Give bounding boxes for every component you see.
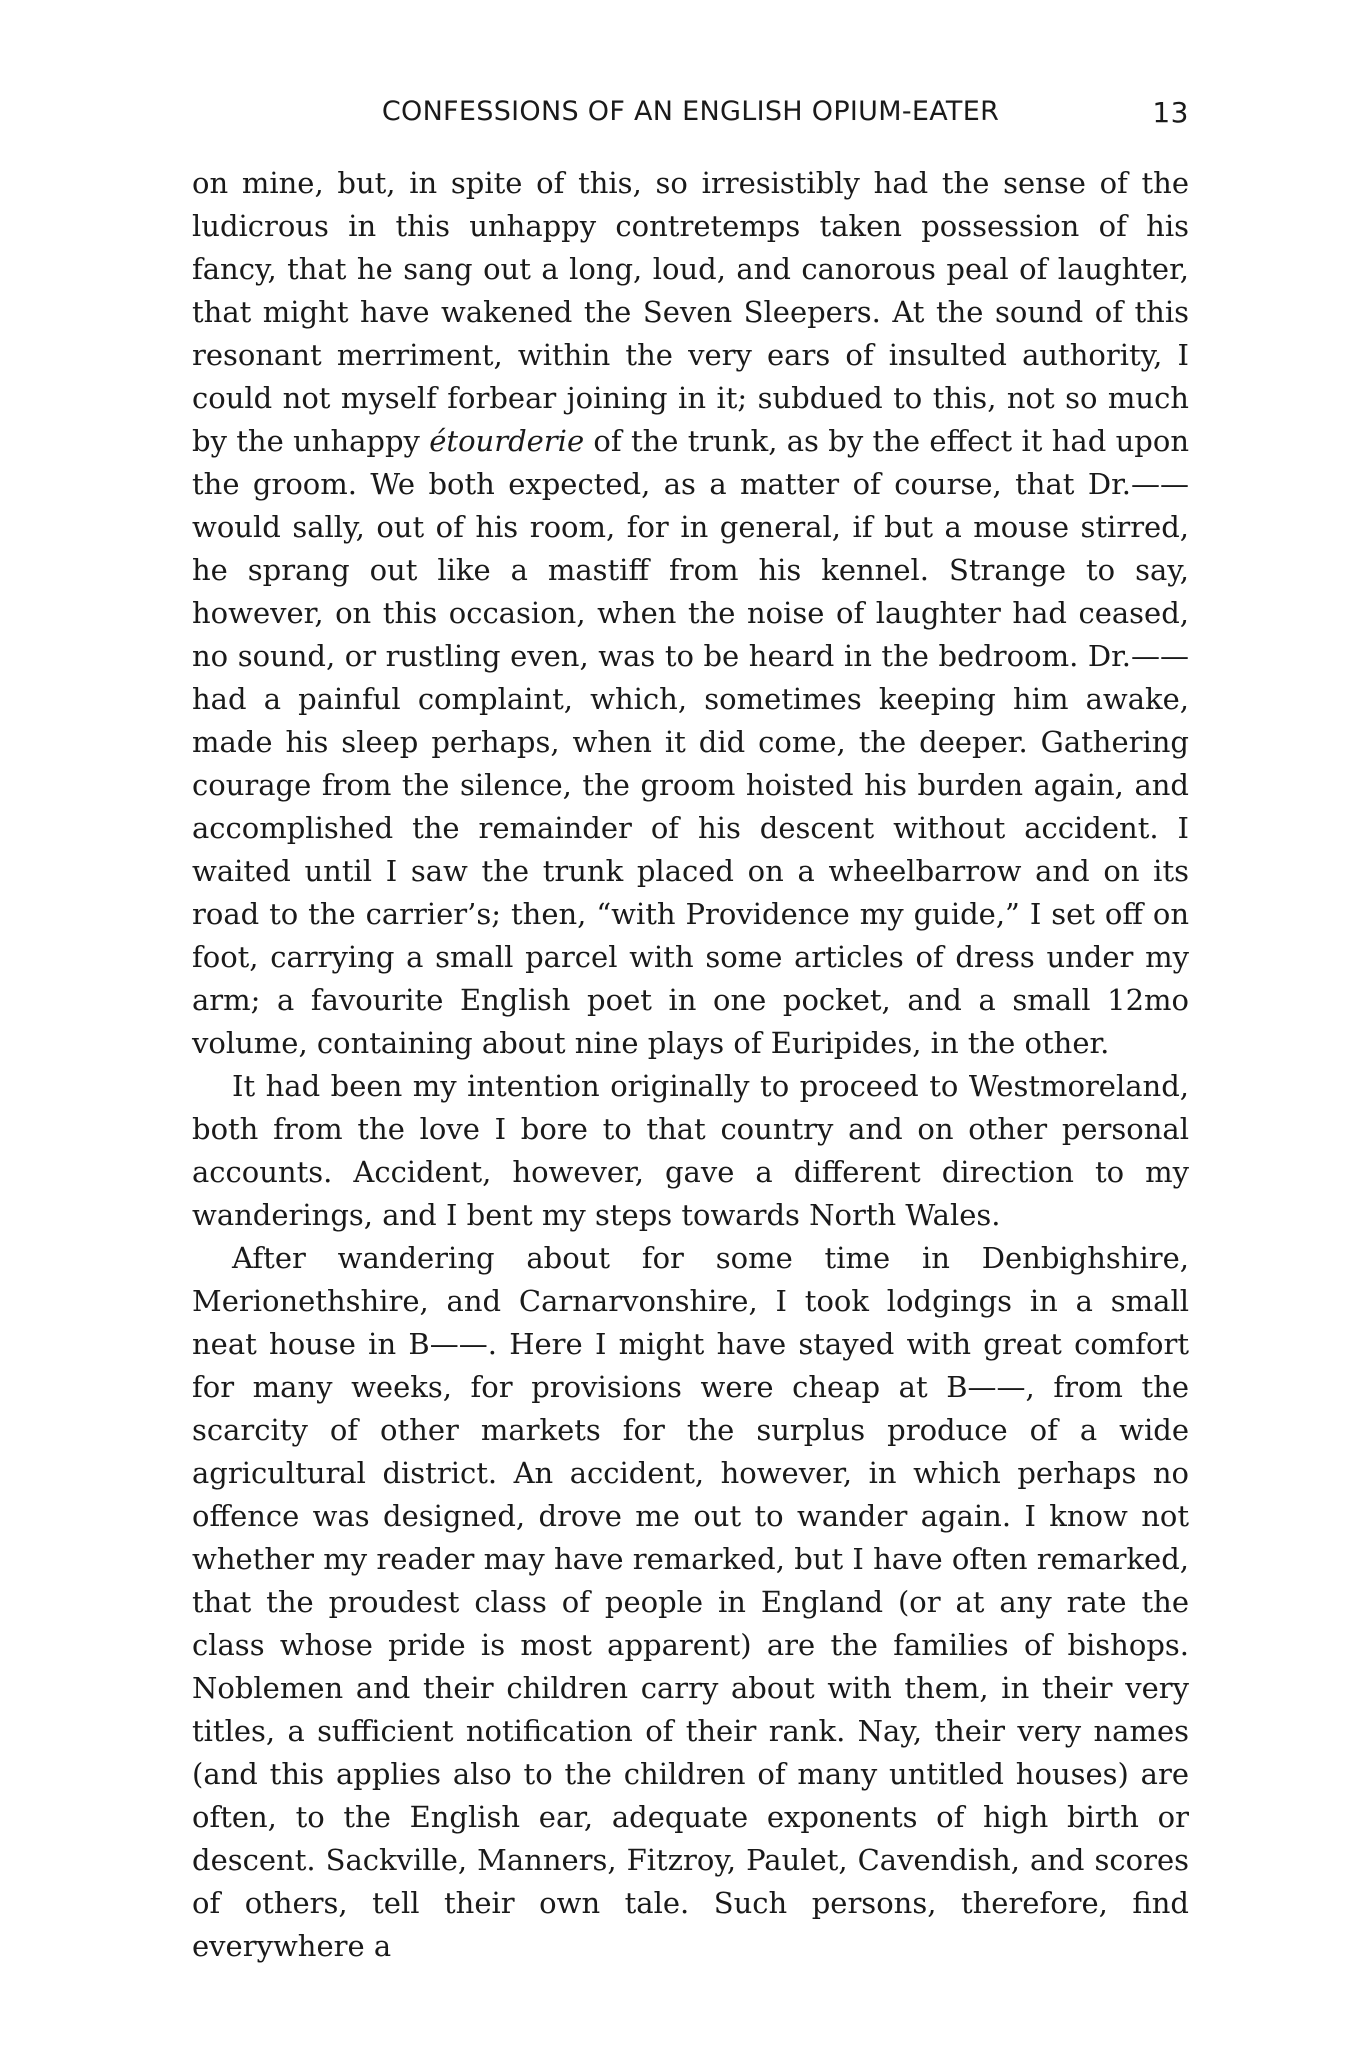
paragraph-1 <box>192 162 1189 1065</box>
body-text <box>192 162 1189 1968</box>
page-number: 13 <box>1152 96 1189 129</box>
paragraph-1-part-b: of the trunk, as by the effect it had upon the groom. We both expected, as a matter of course, that Dr.——would sally, out of his room, for in general, if but a mouse stirred, he sprang out like a mastiff from his kennel. Strange to say, however, on this occasion, when the noise of laughter had ceased, no sound, or rustling even, was to be heard in the bedroom. Dr.——had a painful complaint, which, sometimes keeping him awake, made his sleep perhaps, when it did come, the deeper. Gathering courage from the silence, the groom hoisted his burden again, and accomplished the remainder of his descent without accident. I waited until I saw the trunk placed on a wheelbarrow and on its road to the carrier’s; then, “with Providence my guide,” I set off on foot, carrying a small parcel with some articles of dress under my arm; a favourite English poet in one pocket, and a small 12mo volume, containing about nine plays of Euripides, in the other. <box>192 424 1189 1060</box>
book-page <box>192 96 1189 1968</box>
running-title: CONFESSIONS OF AN ENGLISH OPIUM-EATER <box>381 96 1000 127</box>
running-head <box>192 96 1189 136</box>
paragraph-1-part-a: on mine, but, in spite of this, so irresistibly had the sense of the ludicrous in this unhappy contretemps taken possession of his fancy, that he sang out a long, loud, and canorous peal of laughter, that might have wakened the Seven Sleepers. At the sound of this resonant merriment, within the very ears of insulted authority, I could not myself forbear joining in it; subdued to this, not so much by the unhappy <box>192 166 1189 458</box>
paragraph-2: It had been my intention originally to proceed to Westmoreland, both from the love I bore to that country and on other personal accounts. Accident, however, gave a different direction to my wanderings, and I bent my steps towards North Wales. <box>192 1069 1189 1232</box>
paragraph-1-italic-word: étourderie <box>429 424 585 458</box>
paragraph-3: After wandering about for some time in Denbighshire, Merionethshire, and Carnarvonshire, I took lodgings in a small neat house in B——. Here I might have stayed with great comfort for many weeks, for provisions were cheap at B——, from the scarcity of other markets for the surplus produce of a wide agricultural district. An accident, however, in which perhaps no offence was designed, drove me out to wander again. I know not whether my reader may have remarked, but I have often remarked, that the proudest class of people in England (or at any rate the class whose pride is most apparent) are the families of bishops. Noblemen and their children carry about with them, in their very titles, a sufficient notification of their rank. Nay, their very names (and this applies also to the children of many untitled houses) are often, to the English ear, adequate exponents of high birth or descent. Sackville, Manners, Fitzroy, Paulet, Cavendish, and scores of others, tell their own tale. Such persons, therefore, find everywhere a <box>192 1241 1189 1963</box>
